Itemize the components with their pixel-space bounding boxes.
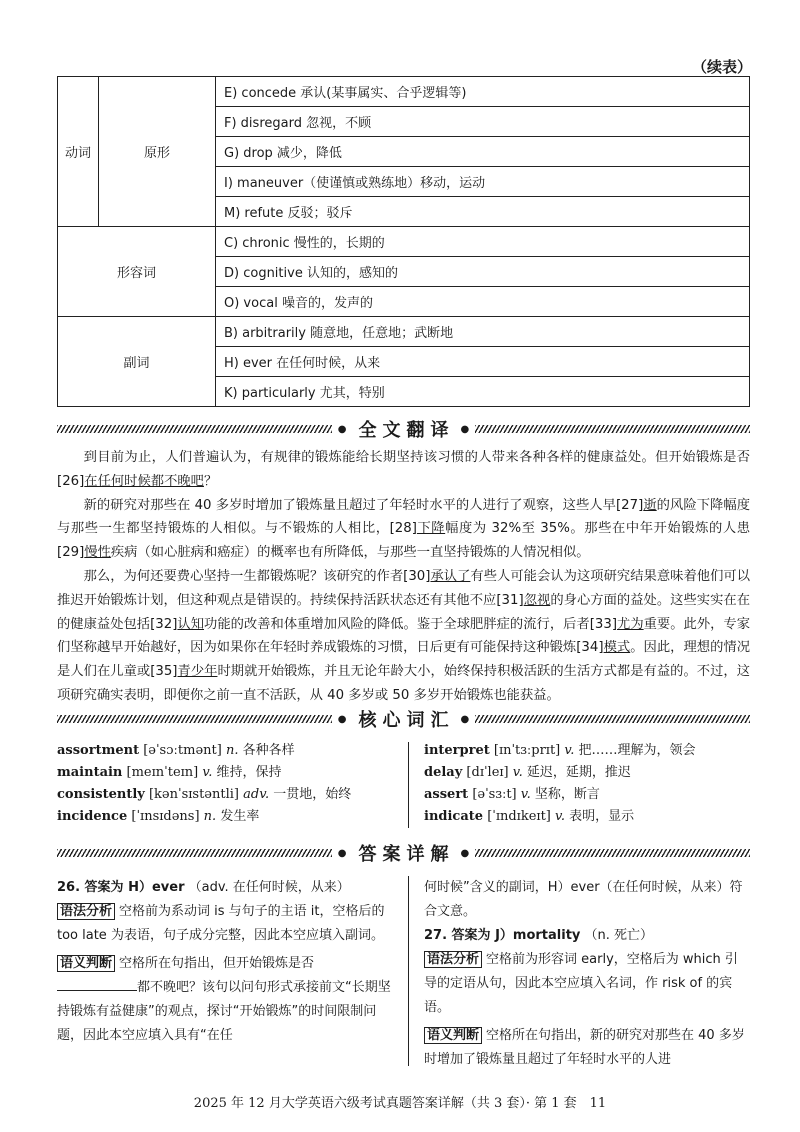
pos-verb: 动词 xyxy=(58,77,99,227)
hatch-divider xyxy=(475,849,750,857)
hatch-divider xyxy=(475,425,750,433)
hatch-divider xyxy=(475,715,750,723)
table-cell: E) concede 承认(某事属实、合乎逻辑等) xyxy=(216,77,750,107)
column-divider xyxy=(408,742,409,828)
vocab-banner: ● 核心词汇 ● xyxy=(57,706,750,732)
answer-26-heading: 26. 答案为 H）ever （adv. 在任何时候，从来） xyxy=(57,880,350,895)
table-cell: D) cognitive 认知的，感知的 xyxy=(216,257,750,287)
blank-line xyxy=(57,978,137,991)
hatch-divider xyxy=(57,425,332,433)
vocab-option-table xyxy=(57,76,750,407)
answers-right-column xyxy=(424,876,750,1072)
table-cell: C) chronic 慢性的，长期的 xyxy=(216,227,750,257)
continued-label: （续表） xyxy=(691,58,752,76)
section-title-translation: 全文翻译 xyxy=(358,420,455,441)
answer-27-semantic: 语义判断 空格所在句指出，新的研究对那些在 40 多岁时增加了锻炼量且超过了年轻时水平的人进 xyxy=(424,1028,745,1067)
vocab-entry: delay [dɪˈleɪ] v. 延迟，延期，推迟 xyxy=(424,765,631,780)
translation-banner: ● 全文翻译 ● xyxy=(57,416,750,442)
paragraph: 新的研究对那些在 40 多岁时增加了锻炼量且超过了年轻时水平的人进行了观察，这些人早[27]逝的风险下降幅度与那些一生都坚持锻炼的人相似。与不锻炼的人相比，[28]下降幅度为 32%至 35%。那些在中年开始锻炼的人患[29]慢性疾病（如心脏病和癌症）的概率也有所降低，与那些一直坚持锻炼的人情况相似。 xyxy=(57,497,751,561)
vocab-entry: incidence [ˈɪnsɪdəns] n. 发生率 xyxy=(57,809,260,824)
translation-text xyxy=(57,446,750,708)
table-cell: G) drop 减少，降低 xyxy=(216,137,750,167)
page-footer: 2025 年 12 月大学英语六级考试真题答案详解（共 3 套）· 第 1 套 11 xyxy=(193,1096,607,1111)
section-title-answers: 答案详解 xyxy=(358,844,455,865)
table-cell: O) vocal 噪音的，发声的 xyxy=(216,287,750,317)
paragraph: 那么，为何还要费心坚持一生都锻炼呢？该研究的作者[30]承认了有些人可能会认为这项研究结果意味着他们可以推迟开始锻炼计划，但这种观点是错误的。持续保持活跃状态还有其他不应[31]忽视的身心方面的益处。这些实实在在的健康益处包括[32]认知功能的改善和体重增加风险的降低。鉴于全球肥胖症的流行，后者[33]尤为重要。此外，专家们坚称越早开始越好，因为如果你在年轻时养成锻炼的习惯，日后更有可能保持这种锻炼[34]模式。因此，理想的情况是人们在儿童或[35]青少年时期就开始锻炼，并且无论年龄大小，始终保持积极活跃的生活方式都是有益的。不过，这项研究确实表明，即便你之前一直不活跃，从 40 多岁或 50 多岁开始锻炼也能获益。 xyxy=(57,568,751,703)
vocab-entry: indicate [ˈɪndɪkeɪt] v. 表明，显示 xyxy=(424,809,635,824)
vocab-entry: maintain [meɪnˈteɪn] v. 维持，保持 xyxy=(57,765,282,780)
vocab-entry: assert [əˈsɜːt] v. 坚称，断言 xyxy=(424,787,600,802)
hatch-divider xyxy=(57,849,332,857)
vocab-list-left xyxy=(57,740,351,828)
paragraph: 到目前为止，人们普遍认为，有规律的锻炼能给长期坚持该习惯的人带来各种各样的健康益处。但开始锻炼是否[26]在任何时候都不晚吧？ xyxy=(57,450,750,489)
section-title-vocab: 核心词汇 xyxy=(358,710,455,731)
answer-26-grammar: 语法分析 空格前为系动词 is 与句子的主语 it，空格后的 too late 为表语，句子成分完整，因此本空应填入副词。 xyxy=(57,904,385,943)
table-cell: K) particularly 尤其，特别 xyxy=(216,377,750,407)
answers-banner: ● 答案详解 ● xyxy=(57,840,750,866)
table-cell: I) maneuver（使谨慎或熟练地）移动，运动 xyxy=(216,167,750,197)
pos-adverb: 副词 xyxy=(58,317,216,407)
column-divider xyxy=(408,876,409,1066)
vocab-entry: interpret [ɪnˈtɜːprɪt] v. 把……理解为，领会 xyxy=(424,743,696,758)
vocab-list-right xyxy=(424,740,696,828)
pos-adjective: 形容词 xyxy=(58,227,216,317)
table-cell: B) arbitrarily 随意地，任意地；武断地 xyxy=(216,317,750,347)
table-cell: H) ever 在任何时候，从来 xyxy=(216,347,750,377)
answer-27-heading: 27. 答案为 J）mortality （n. 死亡） xyxy=(424,928,654,943)
hatch-divider xyxy=(57,715,332,723)
answer-27-grammar: 语法分析 空格前为形容词 early，空格后为 which 引导的定语从句，因此本空应填入名词，作 risk of 的宾语。 xyxy=(424,952,738,1015)
table-cell: M) refute 反驳；驳斥 xyxy=(216,197,750,227)
vocab-entry: assortment [əˈsɔːtmənt] n. 各种各样 xyxy=(57,743,295,758)
answers-left-column xyxy=(57,876,393,1048)
vocab-entry: consistently [kənˈsɪstəntli] adv. 一贯地，始终 xyxy=(57,787,352,802)
answer-26-continued: 何时候”含义的副词，H）ever（在任何时候，从来）符合文意。 xyxy=(424,880,743,919)
sub-base-form: 原形 xyxy=(99,77,216,227)
answer-26-semantic: 语义判断 空格所在句指出，但开始锻炼是否都不晚吧？该句以问句形式承接前文“长期坚持锻炼有益健康”的观点，探讨“开始锻炼”的时间限制问题，因此本空应填入具有“在任 xyxy=(57,956,391,1043)
table-cell: F) disregard 忽视，不顾 xyxy=(216,107,750,137)
